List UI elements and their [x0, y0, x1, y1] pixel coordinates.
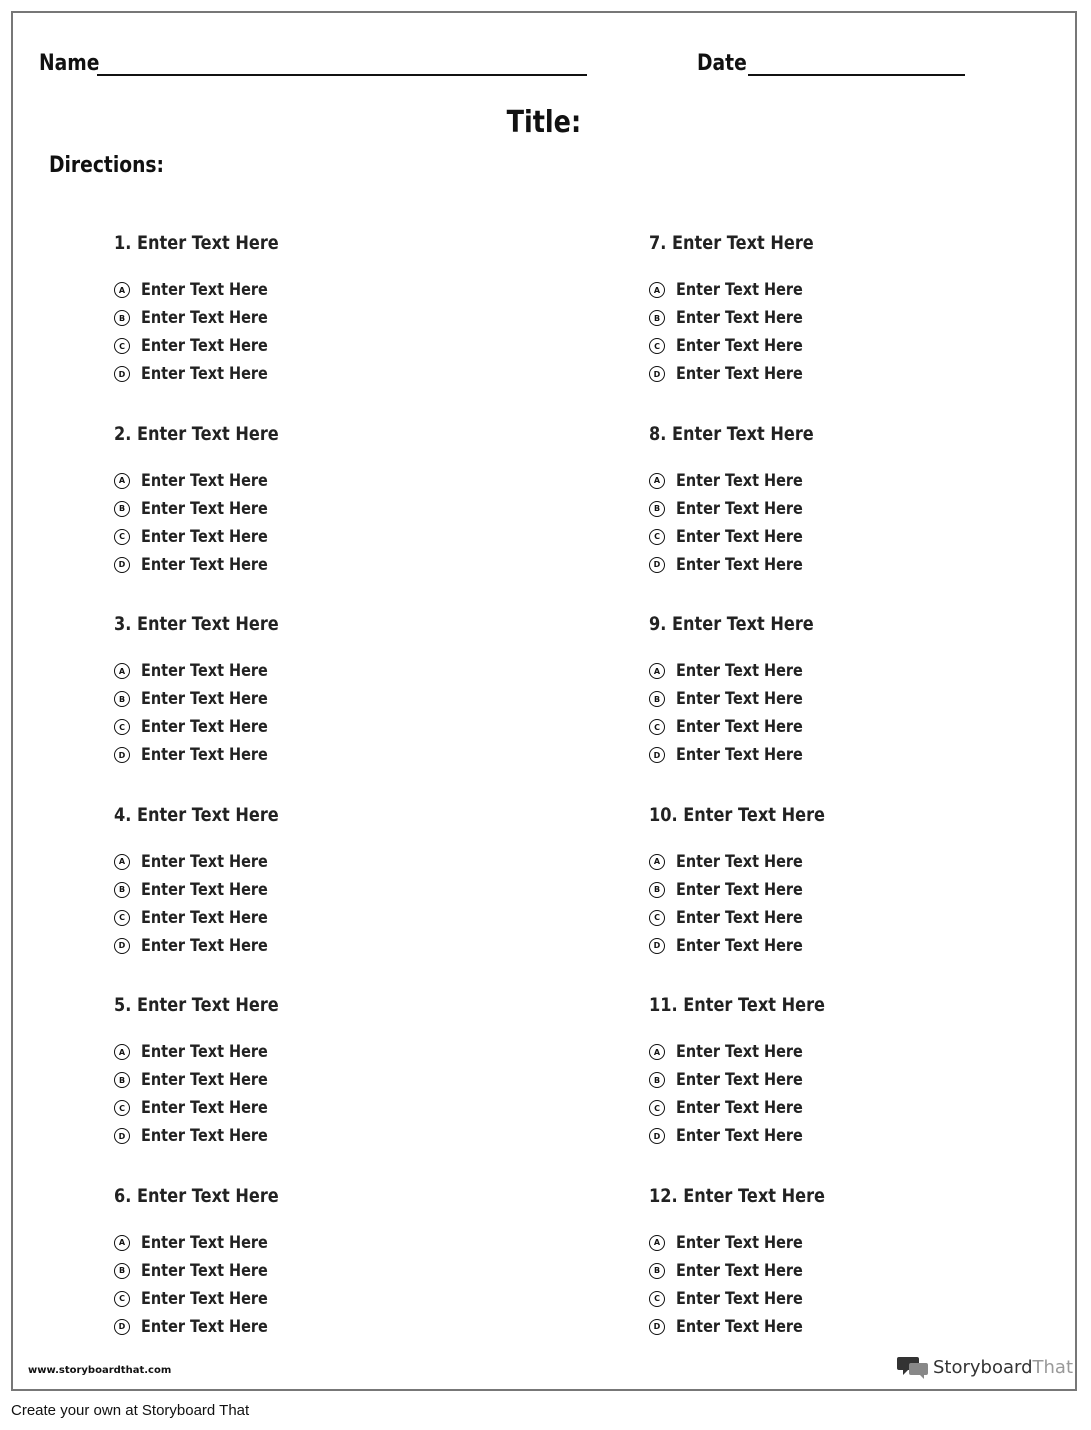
choice-text: Enter Text Here: [141, 907, 268, 928]
answer-choice[interactable]: [114, 1285, 554, 1313]
answer-choice[interactable]: [649, 551, 1089, 579]
question-block: [114, 994, 554, 1150]
question-prompt: 11. Enter Text Here: [649, 994, 826, 1016]
choice-bubble-icon[interactable]: D: [114, 557, 130, 573]
question-prompt: 8. Enter Text Here: [649, 422, 814, 445]
choice-bubble-icon[interactable]: C: [649, 1100, 665, 1116]
choice-bubble-icon[interactable]: B: [114, 1263, 130, 1279]
question-prompt: 9. Enter Text Here: [649, 613, 814, 635]
choice-list: [649, 276, 1089, 388]
answer-choice[interactable]: [114, 467, 554, 495]
answer-choice[interactable]: [114, 1094, 554, 1122]
choice-bubble-icon[interactable]: B: [649, 882, 665, 898]
answer-choice[interactable]: [114, 276, 554, 304]
choice-text: Enter Text Here: [141, 1260, 268, 1281]
answer-choice[interactable]: [649, 360, 1089, 388]
choice-bubble-icon[interactable]: C: [649, 529, 665, 545]
choice-bubble-icon[interactable]: A: [114, 1235, 130, 1251]
choice-text: Enter Text Here: [676, 1042, 803, 1062]
choice-text: Enter Text Here: [676, 554, 803, 575]
choice-text: Enter Text Here: [676, 498, 803, 519]
logo-wordmark: [933, 1357, 1073, 1378]
choice-text: Enter Text Here: [676, 1098, 803, 1118]
choice-text: Enter Text Here: [141, 554, 268, 575]
choice-bubble-icon[interactable]: A: [649, 854, 665, 870]
answer-choice[interactable]: [114, 551, 554, 579]
choice-text: Enter Text Here: [141, 661, 268, 681]
choice-bubble-icon[interactable]: A: [649, 1044, 665, 1060]
choice-bubble-icon[interactable]: C: [114, 529, 130, 545]
choice-list: [649, 1229, 1089, 1341]
answer-choice[interactable]: [649, 1257, 1089, 1285]
question-block: [649, 232, 1089, 388]
choice-text: Enter Text Here: [676, 745, 803, 765]
answer-choice[interactable]: [649, 1038, 1089, 1066]
choice-bubble-icon[interactable]: D: [114, 747, 130, 763]
choice-bubble-icon[interactable]: B: [114, 882, 130, 898]
answer-choice[interactable]: [114, 1122, 554, 1150]
date-blank-line: [748, 74, 965, 76]
choice-bubble-icon[interactable]: B: [649, 501, 665, 517]
choice-bubble-icon[interactable]: C: [114, 719, 130, 735]
choice-text: Enter Text Here: [141, 364, 268, 384]
choice-text: Enter Text Here: [141, 717, 268, 737]
answer-choice[interactable]: [114, 657, 554, 685]
choice-list: [649, 848, 1089, 960]
answer-choice[interactable]: [114, 1257, 554, 1285]
choice-list: [649, 467, 1089, 579]
question-prompt: 12. Enter Text Here: [649, 1184, 826, 1207]
choice-text: Enter Text Here: [676, 1316, 803, 1337]
choice-bubble-icon[interactable]: B: [649, 691, 665, 707]
choice-list: [114, 657, 554, 769]
page-title-text: Title:: [506, 105, 582, 140]
answer-choice[interactable]: [649, 495, 1089, 523]
answer-choice[interactable]: [649, 685, 1089, 713]
answer-choice[interactable]: [649, 1122, 1089, 1150]
choice-bubble-icon[interactable]: C: [649, 910, 665, 926]
answer-choice[interactable]: [649, 848, 1089, 876]
answer-choice[interactable]: [649, 1285, 1089, 1313]
question-block: [114, 232, 554, 388]
question-block: [649, 423, 1089, 579]
question-block: [114, 804, 554, 960]
answer-choice[interactable]: [649, 467, 1089, 495]
choice-list: [114, 467, 554, 579]
answer-choice[interactable]: [649, 657, 1089, 685]
question-prompt: 3. Enter Text Here: [114, 613, 279, 635]
question-block: [114, 613, 554, 769]
choice-bubble-icon[interactable]: D: [649, 938, 665, 954]
choice-text: Enter Text Here: [676, 851, 803, 872]
choice-bubble-icon[interactable]: A: [649, 1235, 665, 1251]
choice-text: Enter Text Here: [141, 1232, 268, 1253]
answer-choice[interactable]: [114, 876, 554, 904]
question-block: [649, 1185, 1089, 1341]
choice-text: Enter Text Here: [676, 1260, 803, 1281]
answer-choice[interactable]: [114, 741, 554, 769]
choice-text: Enter Text Here: [141, 851, 268, 872]
question-block: [649, 994, 1089, 1150]
choice-text: Enter Text Here: [141, 1316, 268, 1337]
answer-choice[interactable]: [114, 932, 554, 960]
answer-choice[interactable]: [649, 904, 1089, 932]
choice-text: Enter Text Here: [676, 717, 803, 737]
answer-choice[interactable]: [114, 1313, 554, 1341]
answer-choice[interactable]: [649, 276, 1089, 304]
choice-text: Enter Text Here: [676, 935, 803, 956]
choice-bubble-icon[interactable]: A: [114, 1044, 130, 1060]
choice-text: Enter Text Here: [141, 1098, 268, 1118]
answer-choice[interactable]: [114, 332, 554, 360]
answer-choice[interactable]: [114, 713, 554, 741]
question-prompt: 10. Enter Text Here: [649, 803, 826, 826]
choice-text: Enter Text Here: [676, 879, 803, 900]
choice-bubble-icon[interactable]: C: [649, 1291, 665, 1307]
choice-bubble-icon[interactable]: C: [114, 1291, 130, 1307]
question-prompt: 5. Enter Text Here: [114, 994, 279, 1016]
answer-choice[interactable]: [649, 713, 1089, 741]
choice-bubble-icon[interactable]: D: [649, 747, 665, 763]
answer-choice[interactable]: [114, 304, 554, 332]
choice-bubble-icon[interactable]: D: [114, 1128, 130, 1144]
choice-bubble-icon[interactable]: A: [649, 473, 665, 489]
answer-choice[interactable]: [114, 1229, 554, 1257]
choice-text: Enter Text Here: [676, 526, 803, 547]
choice-text: Enter Text Here: [676, 280, 803, 300]
answer-choice[interactable]: [114, 523, 554, 551]
choice-list: [114, 276, 554, 388]
directions-label: Directions:: [49, 153, 165, 178]
answer-choice[interactable]: [114, 495, 554, 523]
question-block: [649, 804, 1089, 960]
answer-choice[interactable]: [114, 685, 554, 713]
choice-text: Enter Text Here: [141, 1070, 268, 1090]
choice-text: Enter Text Here: [141, 1288, 268, 1309]
choice-bubble-icon[interactable]: C: [649, 338, 665, 354]
choice-bubble-icon[interactable]: D: [114, 1319, 130, 1335]
choice-bubble-icon[interactable]: B: [649, 1072, 665, 1088]
question-prompt: 6. Enter Text Here: [114, 1184, 279, 1207]
choice-text: Enter Text Here: [676, 470, 803, 491]
answer-choice[interactable]: [649, 1313, 1089, 1341]
choice-text: Enter Text Here: [676, 1232, 803, 1253]
question-block: [114, 423, 554, 579]
choice-bubble-icon[interactable]: C: [114, 338, 130, 354]
choice-bubble-icon[interactable]: B: [114, 691, 130, 707]
choice-list: [649, 1038, 1089, 1150]
choice-bubble-icon[interactable]: B: [649, 310, 665, 326]
answer-choice[interactable]: [114, 1038, 554, 1066]
choice-text: Enter Text Here: [141, 1126, 268, 1146]
choice-text: Enter Text Here: [676, 1126, 803, 1146]
choice-text: Enter Text Here: [141, 280, 268, 300]
choice-bubble-icon[interactable]: A: [114, 282, 130, 298]
choice-list: [114, 1038, 554, 1150]
choice-text: Enter Text Here: [676, 364, 803, 384]
answer-choice[interactable]: [649, 523, 1089, 551]
choice-bubble-icon[interactable]: D: [649, 366, 665, 382]
answer-choice[interactable]: [114, 904, 554, 932]
choice-bubble-icon[interactable]: D: [649, 557, 665, 573]
choice-bubble-icon[interactable]: D: [649, 1319, 665, 1335]
name-label: Name: [39, 51, 100, 76]
choice-text: Enter Text Here: [676, 689, 803, 709]
choice-text: Enter Text Here: [141, 935, 268, 956]
speech-bubbles-icon: [897, 1354, 929, 1380]
choice-bubble-icon[interactable]: A: [114, 663, 130, 679]
question-prompt: 1. Enter Text Here: [114, 232, 279, 254]
question-block: [114, 1185, 554, 1341]
worksheet-page: [11, 11, 1077, 1391]
choice-text: Enter Text Here: [676, 308, 803, 328]
choice-text: Enter Text Here: [141, 470, 268, 491]
choice-bubble-icon[interactable]: A: [649, 663, 665, 679]
answer-choice[interactable]: [649, 1066, 1089, 1094]
choice-text: Enter Text Here: [676, 1070, 803, 1090]
question-prompt: 2. Enter Text Here: [114, 422, 279, 445]
choice-text: Enter Text Here: [141, 498, 268, 519]
answer-choice[interactable]: [649, 1094, 1089, 1122]
choice-list: [649, 657, 1089, 769]
answer-choice[interactable]: [649, 741, 1089, 769]
choice-text: Enter Text Here: [141, 308, 268, 328]
answer-choice[interactable]: [649, 932, 1089, 960]
name-blank-line: [97, 74, 587, 76]
answer-choice[interactable]: [114, 848, 554, 876]
choice-bubble-icon[interactable]: C: [114, 1100, 130, 1116]
answer-choice[interactable]: [114, 360, 554, 388]
storyboardthat-logo: [897, 1354, 1073, 1380]
choice-text: Enter Text Here: [141, 336, 268, 356]
choice-bubble-icon[interactable]: B: [114, 501, 130, 517]
footer-caption: Create your own at Storyboard That: [11, 1402, 250, 1419]
answer-choice[interactable]: [114, 1066, 554, 1094]
date-label: Date: [697, 51, 747, 76]
choice-bubble-icon[interactable]: A: [114, 854, 130, 870]
choice-list: [114, 1229, 554, 1341]
choice-text: Enter Text Here: [676, 661, 803, 681]
page-title: [13, 105, 1075, 140]
logo-word-storyboard: Storyboard: [933, 1356, 1033, 1378]
footer-url: www.storyboardthat.com: [28, 1365, 172, 1376]
choice-bubble-icon[interactable]: D: [114, 366, 130, 382]
choice-text: Enter Text Here: [141, 689, 268, 709]
logo-word-that: That: [1032, 1356, 1074, 1378]
choice-text: Enter Text Here: [141, 745, 268, 765]
choice-bubble-icon[interactable]: A: [649, 282, 665, 298]
question-prompt: 4. Enter Text Here: [114, 803, 279, 826]
choice-bubble-icon[interactable]: B: [114, 1072, 130, 1088]
choice-text: Enter Text Here: [141, 526, 268, 547]
answer-choice[interactable]: [649, 304, 1089, 332]
choice-bubble-icon[interactable]: B: [114, 310, 130, 326]
choice-bubble-icon[interactable]: D: [114, 938, 130, 954]
answer-choice[interactable]: [649, 876, 1089, 904]
choice-text: Enter Text Here: [676, 336, 803, 356]
choice-list: [114, 848, 554, 960]
choice-text: Enter Text Here: [141, 1042, 268, 1062]
question-prompt: 7. Enter Text Here: [649, 232, 814, 254]
choice-bubble-icon[interactable]: B: [649, 1263, 665, 1279]
choice-bubble-icon[interactable]: A: [114, 473, 130, 489]
choice-text: Enter Text Here: [676, 907, 803, 928]
choice-bubble-icon[interactable]: C: [114, 910, 130, 926]
choice-text: Enter Text Here: [676, 1288, 803, 1309]
answer-choice[interactable]: [649, 1229, 1089, 1257]
choice-text: Enter Text Here: [141, 879, 268, 900]
answer-choice[interactable]: [649, 332, 1089, 360]
question-block: [649, 613, 1089, 769]
choice-bubble-icon[interactable]: D: [649, 1128, 665, 1144]
choice-bubble-icon[interactable]: C: [649, 719, 665, 735]
